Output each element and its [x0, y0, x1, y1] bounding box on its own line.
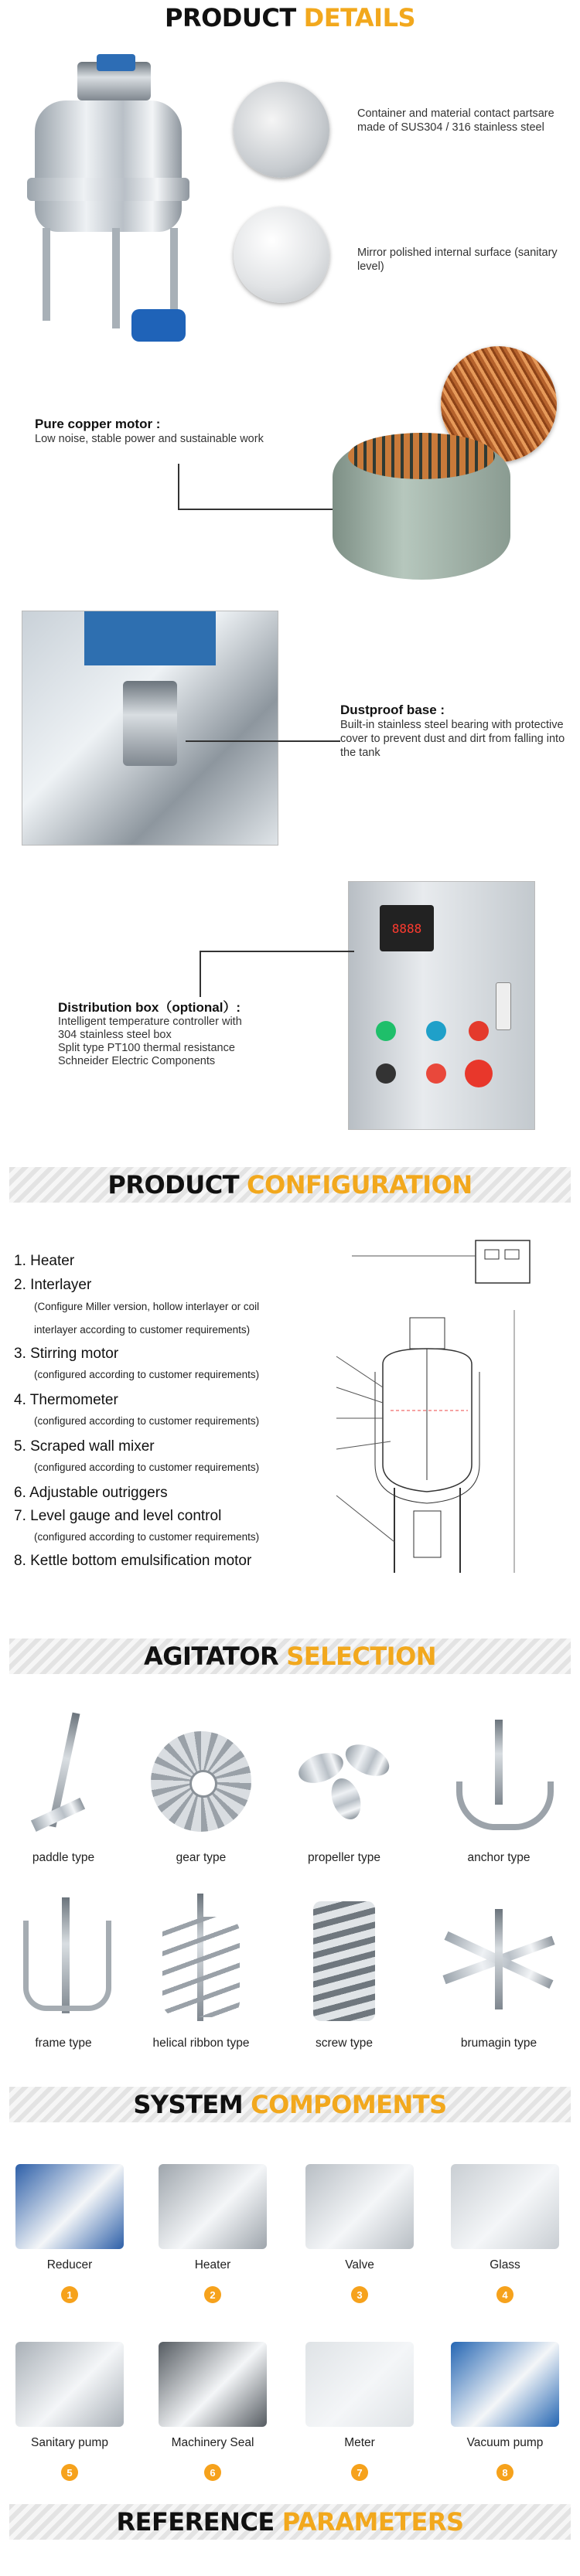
leg-shape	[112, 228, 120, 328]
leg-shape	[43, 228, 50, 321]
motor-stator-image	[333, 433, 510, 580]
cyan-button	[426, 1021, 446, 1041]
config-note: (Configure Miller version, hollow interlayer or coil	[34, 1301, 260, 1312]
distribution-box-photo	[348, 881, 535, 1130]
control-box-display	[505, 1250, 519, 1259]
helical-ribbon-agitator-image	[155, 1894, 247, 2025]
agitator-label: propeller type	[308, 1851, 380, 1864]
motor-outline	[410, 1318, 445, 1349]
door-latch	[496, 982, 511, 1030]
config-item: 3. Stirring motor	[14, 1346, 119, 1362]
blade-shape	[326, 1775, 367, 1824]
config-note: interlayer according to customer requirements)	[34, 1324, 251, 1336]
agitator-label: frame type	[35, 2037, 92, 2050]
callout-line	[178, 509, 333, 510]
base-note: Dustproof base : Built-in stainless steel bearing with protective cover to prevent dust and dirt from falling into the tank	[340, 703, 565, 759]
bottom-motor-outline	[414, 1511, 441, 1557]
tank-body-shape	[35, 100, 182, 232]
blue-frame-shape	[84, 611, 216, 665]
dustproof-base-photo	[22, 611, 278, 846]
component-label: Reducer	[46, 2258, 93, 2271]
red-button	[426, 1063, 446, 1084]
control-box-outline	[476, 1240, 530, 1283]
polish-note: Mirror polished internal surface (sanitary level)	[357, 247, 558, 273]
selector-switch	[376, 1063, 396, 1084]
component-label: Glass	[490, 2258, 520, 2271]
config-item: 4. Thermometer	[14, 1392, 118, 1408]
reference-parameters-heading: REFERENCE PARAMETERS	[9, 2504, 571, 2540]
brumagin-agitator-image	[433, 1909, 565, 2017]
screw-shape	[313, 1901, 375, 2021]
ribbon-shape	[162, 1917, 240, 2017]
product-details-heading: PRODUCT DETAILS	[9, 0, 571, 36]
component-image	[305, 2342, 414, 2427]
callout-line	[200, 951, 201, 997]
frame-shape	[23, 1921, 111, 2011]
component-image	[159, 2342, 267, 2427]
callout-line	[200, 951, 354, 952]
agitator-label: brumagin type	[460, 2037, 537, 2050]
screw-agitator-image	[309, 1894, 379, 2025]
config-item: 8. Kettle bottom emulsification motor	[14, 1553, 252, 1569]
blue-gearbox-shape	[97, 54, 135, 71]
config-item: 7. Level gauge and level control	[14, 1508, 222, 1524]
component-label: Vacuum pump	[466, 2436, 544, 2449]
shaft-shape	[495, 1909, 503, 2009]
bearing-shape	[123, 681, 177, 766]
tank-ring-shape	[27, 178, 189, 201]
blade-shape	[340, 1738, 394, 1782]
green-button	[376, 1021, 396, 1041]
component-label: Machinery Seal	[171, 2436, 254, 2449]
component-label: Sanitary pump	[31, 2436, 108, 2449]
component-image	[15, 2342, 124, 2427]
component-label: Valve	[345, 2258, 374, 2271]
leader-line	[336, 1387, 383, 1403]
config-note: (configured according to customer requirements)	[34, 1369, 260, 1380]
stainless-steel-circle	[234, 82, 329, 178]
component-label: Meter	[344, 2436, 375, 2449]
material-note: Container and material contact partsare made of SUS304 / 316 stainless steel	[357, 107, 554, 134]
component-number-badge: 6	[204, 2464, 221, 2481]
component-number-badge: 2	[204, 2286, 221, 2303]
anchor-shape	[456, 1781, 554, 1830]
hub-shape	[189, 1770, 217, 1798]
anchor-agitator-image	[449, 1720, 549, 1836]
component-number-badge: 7	[351, 2464, 368, 2481]
callout-line	[178, 464, 179, 510]
config-item: 1. Heater	[14, 1253, 75, 1269]
component-image	[451, 2342, 559, 2427]
component-number-badge: 4	[496, 2286, 513, 2303]
leg-shape	[170, 228, 178, 321]
system-components-heading: SYSTEM COMPOMENTS	[9, 2087, 571, 2122]
component-image	[451, 2164, 559, 2249]
product-configuration-heading: PRODUCT CONFIGURATION	[9, 1167, 571, 1203]
config-note: (configured according to customer requirements)	[34, 1462, 260, 1473]
leader-line	[336, 1356, 383, 1387]
gear-agitator-image	[151, 1731, 251, 1832]
callout-line	[186, 740, 340, 742]
red-button	[469, 1021, 489, 1041]
frame-agitator-image	[15, 1897, 116, 2021]
component-image	[159, 2164, 267, 2249]
paddle-agitator-image	[23, 1712, 108, 1836]
config-item: 6. Adjustable outriggers	[14, 1485, 168, 1501]
control-box-display	[485, 1250, 499, 1259]
config-item: 2. Interlayer	[14, 1277, 92, 1293]
emergency-stop	[465, 1060, 493, 1087]
mixing-tank-image	[19, 54, 205, 348]
motor-note: Pure copper motor : Low noise, stable power and sustainable work	[35, 417, 264, 445]
distribution-box-note: Distribution box（optional）: Intelligent temperature controller with 304 stainless steel box Split type PT100 thermal resistance Schneider Electric Components	[58, 1000, 242, 1067]
temperature-controller: 8888	[380, 905, 434, 951]
agitator-selection-heading: AGITATOR SELECTION	[9, 1638, 571, 1674]
agitator-label: anchor type	[467, 1851, 531, 1864]
configuration-schematic	[321, 1233, 553, 1619]
config-note: (configured according to customer requirements)	[34, 1415, 260, 1427]
config-item: 5. Scraped wall mixer	[14, 1438, 155, 1455]
component-label: Heater	[194, 2258, 231, 2271]
component-image	[15, 2164, 124, 2249]
component-number-badge: 5	[61, 2464, 78, 2481]
component-number-badge: 8	[496, 2464, 513, 2481]
propeller-agitator-image	[290, 1724, 398, 1832]
agitator-label: helical ribbon type	[152, 2037, 250, 2050]
agitator-label: paddle type	[32, 1851, 95, 1864]
component-image	[305, 2164, 414, 2249]
config-note: (configured according to customer requirements)	[34, 1531, 260, 1543]
mirror-polish-circle	[234, 207, 329, 303]
stator-winding-shape	[348, 433, 495, 479]
component-number-badge: 3	[351, 2286, 368, 2303]
pump-shape	[131, 309, 186, 342]
agitator-label: screw type	[315, 2037, 374, 2050]
component-number-badge: 1	[61, 2286, 78, 2303]
leader-line	[336, 1496, 394, 1542]
agitator-label: gear type	[176, 1851, 227, 1864]
